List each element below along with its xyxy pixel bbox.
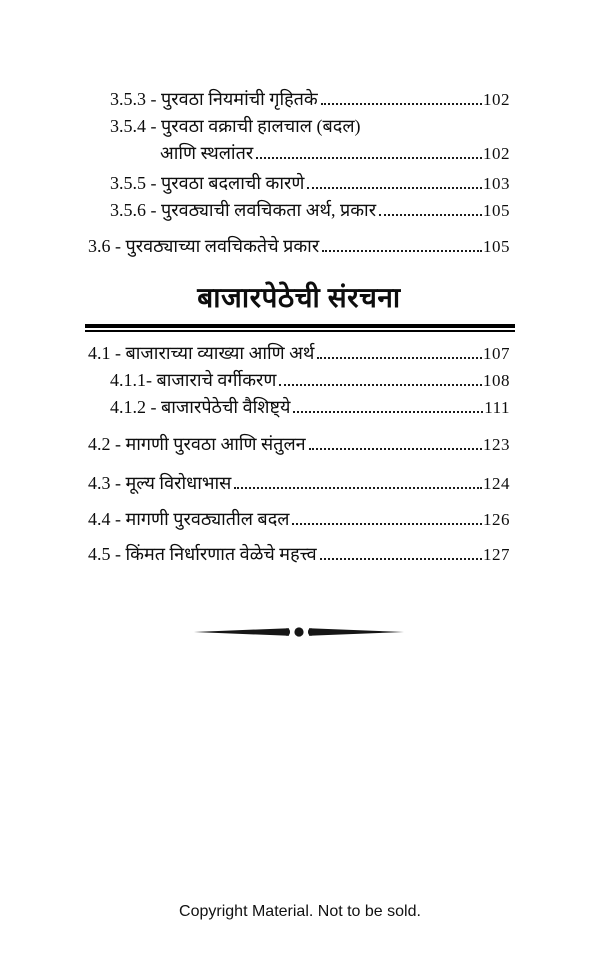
toc-entry-page: 103 — [483, 174, 510, 193]
toc-entry — [88, 470, 510, 497]
toc-entry — [88, 170, 510, 197]
toc-entry-page: 108 — [483, 371, 510, 390]
toc-entry-page: 105 — [483, 201, 510, 220]
dot-leader — [307, 187, 482, 189]
toc-entry-label: 4.1 - बाजाराच्या व्याख्या आणि अर्थ — [88, 343, 315, 363]
section-heading: बाजारपेठेची संरचना — [197, 283, 401, 314]
dot-leader — [234, 487, 482, 489]
toc-entry — [88, 367, 510, 394]
ornamental-divider — [88, 623, 510, 641]
table-of-contents — [88, 86, 510, 641]
toc-entry — [88, 394, 510, 421]
toc-entry-page: 107 — [483, 344, 510, 363]
toc-entry — [88, 340, 510, 367]
dot-leader — [279, 384, 482, 386]
dot-leader — [379, 214, 482, 216]
toc-entry-page: 123 — [483, 435, 510, 454]
toc-entry-label: 3.5.6 - पुरवठ्याची लवचिकता अर्थ, प्रकार — [110, 200, 377, 220]
dot-leader — [292, 523, 482, 525]
toc-entry-page: 102 — [483, 90, 510, 109]
toc-entry-page: 124 — [483, 474, 510, 493]
toc-entry-continuation — [88, 140, 510, 167]
toc-entry — [88, 541, 510, 568]
divider-spindle-icon — [194, 623, 404, 641]
toc-entry-label: 4.1.1- बाजाराचे वर्गीकरण — [110, 370, 277, 390]
toc-entry-label: 3.6 - पुरवठ्याच्या लवचिकतेचे प्रकार — [88, 236, 320, 256]
heading-double-rule — [85, 324, 515, 332]
toc-entry-label: 4.4 - मागणी पुरवठ्यातील बदल — [88, 509, 290, 529]
dot-leader — [320, 558, 482, 560]
toc-entry — [88, 431, 510, 458]
dot-leader — [321, 103, 482, 105]
toc-entry-page: 126 — [483, 510, 510, 529]
dot-leader — [322, 250, 482, 252]
toc-entry-label: 3.5.3 - पुरवठा नियमांची गृहितके — [110, 89, 318, 109]
toc-entry-page: 102 — [483, 144, 510, 163]
toc-entry-label: 4.2 - मागणी पुरवठा आणि संतुलन — [88, 434, 306, 454]
toc-entry-label: 3.5.4 - पुरवठा वक्राची हालचाल (बदल) — [110, 116, 361, 136]
dot-leader — [256, 157, 482, 159]
toc-entry-page: 127 — [483, 545, 510, 564]
toc-entry — [88, 113, 510, 140]
dot-leader — [293, 411, 483, 413]
copyright-notice: Copyright Material. Not to be sold. — [179, 903, 421, 920]
toc-entry-label: 4.1.2 - बाजारपेठेची वैशिष्ट्ये — [110, 397, 291, 417]
toc-entry-page: 111 — [484, 398, 510, 417]
toc-entry — [88, 233, 510, 260]
toc-entry-label: 3.5.5 - पुरवठा बदलाची कारणे — [110, 173, 305, 193]
dot-leader — [317, 357, 482, 359]
toc-entry-label: 4.3 - मूल्य विरोधाभास — [88, 473, 232, 493]
dot-leader — [309, 448, 482, 450]
toc-entry — [88, 86, 510, 113]
toc-entry-page: 105 — [483, 237, 510, 256]
toc-entry — [88, 506, 510, 533]
toc-entry-label: आणि स्थलांतर — [160, 143, 254, 163]
toc-entry — [88, 197, 510, 224]
toc-entry-label: 4.5 - किंमत निर्धारणात वेळेचे महत्त्व — [88, 544, 317, 564]
